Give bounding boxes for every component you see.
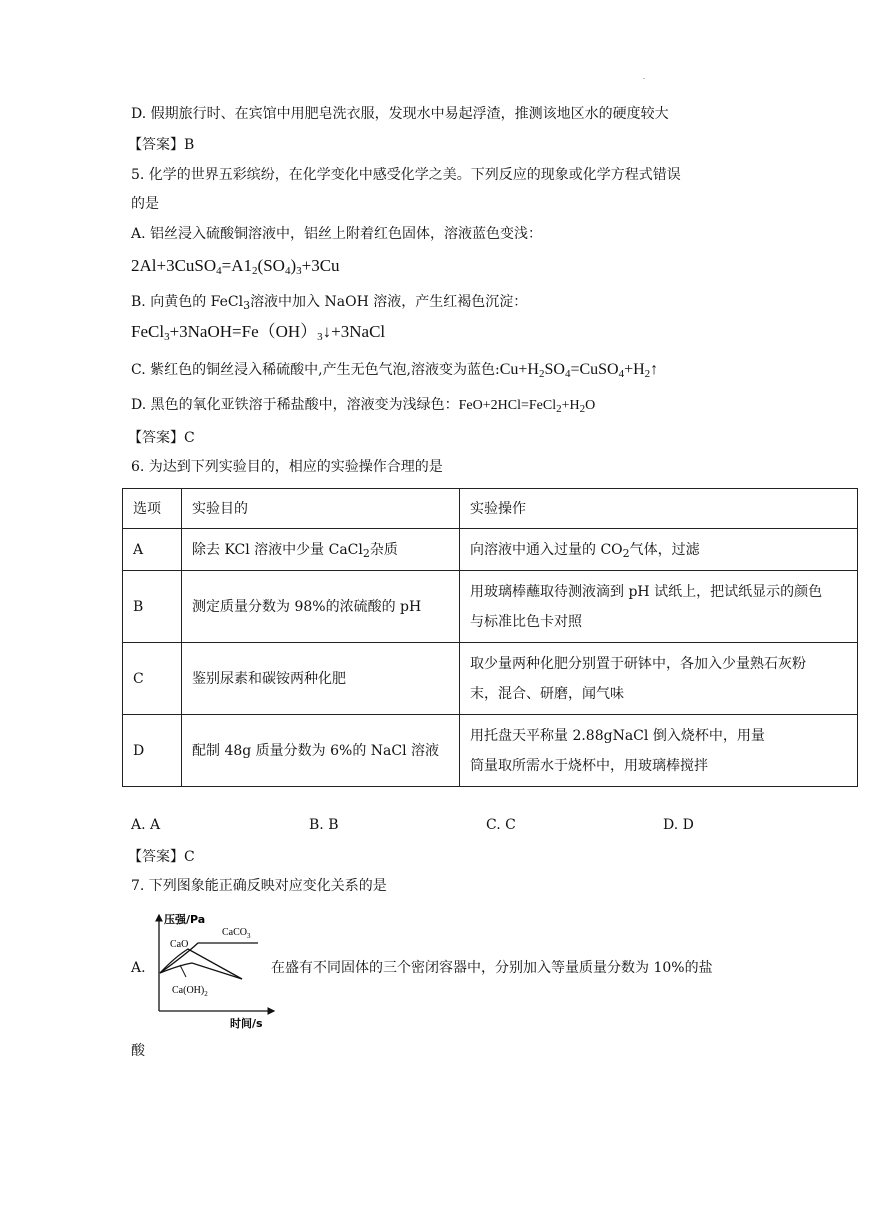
q7-graph — [150, 911, 280, 1033]
row-b-option: B — [123, 571, 182, 643]
row-a-option: A — [123, 529, 182, 571]
q5-option-d: D. 黑色的氧化亚铁溶于稀盐酸中，溶液变为浅绿色：$FeO+2HCl=FeCl_2+H_2O$ — [131, 397, 596, 415]
row-d-purpose: 配制 48g 质量分数为 6%的 NaCl 溶液 — [182, 715, 460, 787]
table-row — [123, 529, 858, 571]
row-d-operation: 用托盘天平称量 2.88gNaCl 倒入烧杯中，用量 筒量取所需水于烧杯中，用玻璃棒搅拌 — [460, 715, 858, 787]
q5-option-b: B. 向黄色的 FeCl$_3$溶液中加入 NaOH 溶液，产生红褐色沉淀： — [131, 294, 528, 312]
row-a-operation: 向溶液中通入过量的 $CO_2$气体，过滤 — [460, 529, 858, 571]
row-b-purpose: 测定质量分数为 98%的浓硫酸的 pH — [182, 571, 460, 643]
q7-option-a-label: A. — [131, 960, 146, 976]
q5-stem-line2: 的是 — [131, 196, 159, 212]
header-operation: 实验操作 — [460, 489, 858, 529]
page-mark-dot: . — [643, 74, 645, 81]
q6-stem: 6. 为达到下列实验目的，相应的实验操作合理的是 — [131, 459, 443, 475]
table-header-row — [123, 489, 858, 529]
label-cao: CaO — [170, 939, 189, 950]
label-caco3: CaCO$_3$ — [222, 927, 251, 940]
q5-answer: 【答案】C — [128, 430, 195, 446]
q6-table — [122, 488, 858, 787]
table-row — [123, 715, 858, 787]
label-caoh2: $Ca(OH)_2$ — [172, 985, 208, 998]
q6-choice-b: B. B — [309, 817, 339, 833]
row-c-option: C — [123, 643, 182, 715]
q7-option-a-text: 在盛有不同固体的三个密闭容器中，分别加入等量质量分数为 10%的盐 — [271, 960, 713, 976]
y-axis-label: 压强/Pa — [164, 913, 206, 926]
q4-option-d: D. 假期旅行时、在宾馆中用肥皂洗衣服，发现水中易起浮渣，推测该地区水的硬度较大 — [131, 106, 669, 122]
q5-option-a: A. 铝丝浸入硫酸铜溶液中，铝丝上附着红色固体，溶液蓝色变浅： — [131, 226, 543, 242]
x-axis-label: 时间/s — [230, 1017, 263, 1030]
q5-option-c: C. 紫红色的铜丝浸入稀硫酸中,产生无色气泡,溶液变为蓝色$:Cu+H_2SO_4=CuSO_4+H_2↑$ — [131, 361, 659, 380]
row-b-operation: 用玻璃棒蘸取待测液滴到 pH 试纸上，把试纸显示的颜色 与标准比色卡对照 — [460, 571, 858, 643]
table-row — [123, 571, 858, 643]
q7-stem: 7. 下列图象能正确反映对应变化关系的是 — [131, 878, 387, 894]
q6-choice-c: C. C — [486, 817, 516, 833]
row-a-purpose: 除去 KCl 溶液中少量 CaCl$_2$杂质 — [182, 529, 460, 571]
q5-option-a-equation: $2Al+3CuSO_4=A1_2(SO_4)_3+3Cu$ — [131, 256, 340, 277]
header-option: 选项 — [123, 489, 182, 529]
q5-option-b-equation: $FeCl_3+3NaOH=Fe(OH)_3↓+3NaCl$ — [131, 322, 386, 343]
q6-choice-a: A. A — [131, 817, 161, 833]
q7-option-a-text-cont: 酸 — [131, 1043, 145, 1059]
q4-answer: 【答案】B — [128, 137, 195, 153]
caoh2-pointer — [180, 965, 186, 977]
table-row — [123, 643, 858, 715]
row-c-purpose: 鉴别尿素和碳铵两种化肥 — [182, 643, 460, 715]
q6-answer: 【答案】C — [128, 849, 195, 865]
row-d-option: D — [123, 715, 182, 787]
row-c-operation: 取少量两种化肥分别置于研钵中，各加入少量熟石灰粉 末，混合、研磨，闻气味 — [460, 643, 858, 715]
header-purpose: 实验目的 — [182, 489, 460, 529]
q5-stem-line1: 5. 化学的世界五彩缤纷，在化学变化中感受化学之美。下列反应的现象或化学方程式错误 — [131, 167, 681, 183]
curve-caoh2 — [160, 963, 242, 979]
q6-choice-d: D. D — [663, 817, 694, 833]
